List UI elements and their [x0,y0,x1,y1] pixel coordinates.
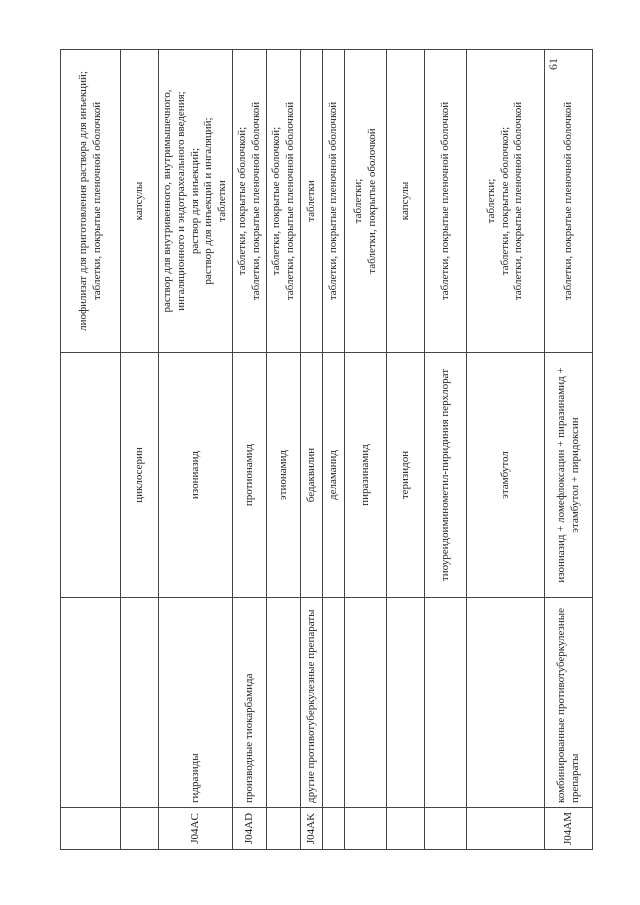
drug-name-cell: пиразинамид [345,353,387,598]
table-row [61,50,121,850]
dosage-form-cell: таблетки; таблетки, покрытые оболочкой; таблетки, покрытые пленочной оболочкой [467,50,545,353]
group-cell: производные тиокарбамида [233,598,267,808]
atc-code-cell [61,808,121,850]
table-row [467,50,545,850]
drug-name-cell: деламанид [323,353,345,598]
dosage-form-cell: таблетки, покрытые пленочной оболочкой [323,50,345,353]
dosage-form-cell: таблетки, покрытые пленочной оболочкой [545,50,593,353]
drug-name-cell: бедаквилин [301,353,323,598]
atc-code-cell [425,808,467,850]
drug-name-cell: этамбутол [467,353,545,598]
drug-name-cell: этионамид [267,353,301,598]
table-row [387,50,425,850]
drug-table [60,49,593,850]
dosage-form-cell: таблетки, покрытые пленочной оболочкой [425,50,467,353]
group-cell [121,598,159,808]
table-row [121,50,159,850]
atc-code-cell: J04AD [233,808,267,850]
atc-code-cell [267,808,301,850]
dosage-form-cell: таблетки [301,50,323,353]
group-cell [467,598,545,808]
group-cell [61,598,121,808]
group-cell [387,598,425,808]
dosage-form-cell: таблетки, покрытые оболочкой; таблетки, покрытые пленочной оболочкой [233,50,267,353]
table-row [301,50,323,850]
dosage-form-cell: лиофилизат для приготовления раствора для инъекций; таблетки, покрытые пленочной оболочкой [61,50,121,353]
dosage-form-cell: таблетки; таблетки, покрытые оболочкой [345,50,387,353]
table-row [425,50,467,850]
rotated-table-sheet [60,50,581,850]
drug-name-cell [61,353,121,598]
table-row [159,50,233,850]
drug-name-cell: теризидон [387,353,425,598]
drug-name-cell: тиоуреидоиминометил-пиридиния перхлорат [425,353,467,598]
dosage-form-cell: капсулы [121,50,159,353]
group-cell: гидразиды [159,598,233,808]
atc-code-cell [323,808,345,850]
atc-code-cell [345,808,387,850]
group-cell: другие противотуберкулезные препараты [301,598,323,808]
drug-name-cell: протионамид [233,353,267,598]
atc-code-cell [467,808,545,850]
table-row [545,50,593,850]
dosage-form-cell: раствор для внутривенного, внутримышечного, ингаляционного и эндотрахеального введения; раствор для инъекций; раствор для инъекций и ингаляций; таблетки [159,50,233,353]
dosage-form-cell: капсулы [387,50,425,353]
table-row [267,50,301,850]
drug-name-cell: циклосерин [121,353,159,598]
group-cell [323,598,345,808]
group-cell [345,598,387,808]
table-row [233,50,267,850]
dosage-form-cell: таблетки, покрытые оболочкой; таблетки, покрытые пленочной оболочкой [267,50,301,353]
table-row [323,50,345,850]
drug-name-cell: изониазид [159,353,233,598]
atc-code-cell [387,808,425,850]
atc-code-cell [121,808,159,850]
atc-code-cell: J04AK [301,808,323,850]
atc-code-cell: J04AM [545,808,593,850]
group-cell: комбинированные противотуберкулезные препараты [545,598,593,808]
atc-code-cell: J04AC [159,808,233,850]
group-cell [425,598,467,808]
table-row [345,50,387,850]
drug-name-cell: изониазид + ломефлоксацин + пиразинамид + этамбутол + пиридоксин [545,353,593,598]
page-number: 61 [546,58,560,70]
group-cell [267,598,301,808]
